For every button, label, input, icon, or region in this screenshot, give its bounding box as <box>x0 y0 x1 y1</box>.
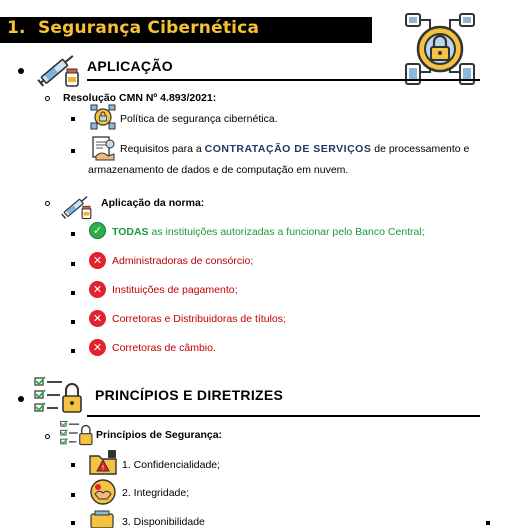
list-bullet <box>71 232 75 236</box>
sub-bullet <box>45 201 50 206</box>
syringe-vial-icon <box>60 188 94 220</box>
principio-item: 3. Disponibilidade <box>122 516 205 528</box>
list-bullet <box>71 493 75 497</box>
sub-bullet <box>45 96 50 101</box>
heading-underline <box>87 415 480 417</box>
checklist-lock-icon <box>60 420 94 446</box>
cyber-security-lock-icon <box>404 12 476 86</box>
contract-handshake-icon <box>90 136 116 162</box>
list-item: Política de segurança cibernética. <box>120 113 278 125</box>
checklist-lock-icon <box>34 376 84 414</box>
check-icon: ✓ <box>89 222 106 239</box>
x-icon: ✕ <box>89 310 106 327</box>
syringe-vial-icon <box>36 44 82 88</box>
list-item: Requisitos para a CONTRATAÇÃO DE SERVIÇOS de processamento e <box>120 143 470 155</box>
norma-item: Instituições de pagamento; <box>112 284 238 296</box>
bullet <box>18 68 24 74</box>
list-bullet <box>71 521 75 525</box>
resolucao-label: Resolução CMN Nº 4.893/2021: <box>63 92 217 104</box>
norma-item: Corretoras de câmbio. <box>112 342 216 354</box>
integrity-handshake-icon <box>89 478 117 506</box>
seguranca-label: Princípios de Segurança: <box>96 429 223 441</box>
list-bullet <box>71 262 75 266</box>
confidential-folder-icon <box>88 448 118 476</box>
norma-label: Aplicação da norma: <box>101 197 205 209</box>
list-bullet <box>71 149 75 153</box>
list-bullet <box>71 463 75 467</box>
sub-bullet <box>45 434 50 439</box>
principio-item: 1. Confidencialidade; <box>122 459 221 471</box>
x-icon: ✕ <box>89 281 106 298</box>
list-bullet <box>71 291 75 295</box>
section-heading-principios: PRINCÍPIOS E DIRETRIZES <box>95 387 284 403</box>
section-heading-aplicacao: APLICAÇÃO <box>87 58 173 74</box>
heading-underline <box>87 79 480 81</box>
norma-item: Administradoras de consórcio; <box>112 255 254 267</box>
norma-item-todas: TODAS as instituições autorizadas a funcionar pelo Banco Central; <box>112 226 425 238</box>
availability-icon <box>89 510 115 528</box>
list-bullet <box>71 349 75 353</box>
page-marker <box>486 521 490 525</box>
list-bullet <box>71 117 75 121</box>
section-title: 1. Segurança Cibernética <box>7 18 260 38</box>
cyber-lock-icon <box>90 104 116 130</box>
list-item-continuation: armazenamento de dados e de computação em nuvem. <box>88 164 349 176</box>
svg-text:!: ! <box>101 464 105 472</box>
list-bullet <box>71 320 75 324</box>
x-icon: ✕ <box>89 339 106 356</box>
bullet <box>18 396 24 402</box>
x-icon: ✕ <box>89 252 106 269</box>
norma-item: Corretoras e Distribuidoras de títulos; <box>112 313 286 325</box>
principio-item: 2. Integridade; <box>122 487 190 499</box>
